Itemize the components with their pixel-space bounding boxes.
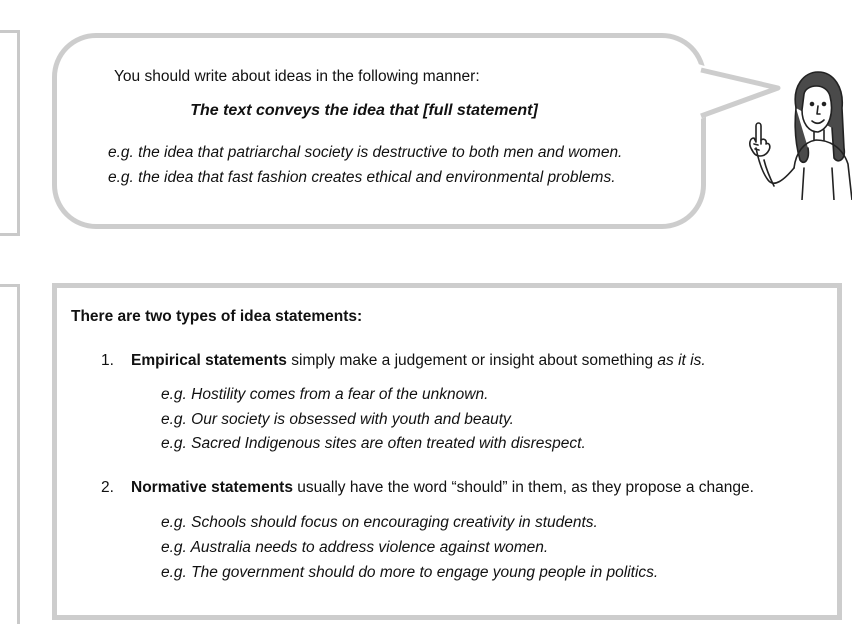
list-example: e.g. Schools should focus on encouraging creativity in students. [161,514,598,531]
normative-description: usually have the word “should” in them, as they propose a change. [292,479,754,496]
list-item-number: 2. [101,479,114,496]
list-example: e.g. Hostility comes from a fear of the unknown. [161,386,489,403]
teacher-pointing-illustration [734,68,852,200]
empirical-emphasis: as it is. [657,352,706,369]
statements-heading: There are two types of idea statements: [71,308,363,325]
bubble-intro-text: You should write about ideas in the following manner: [114,68,480,85]
empirical-description: simply make a judgement or insight about something [286,352,658,369]
side-tab-bottom [0,284,20,624]
list-example: e.g. Sacred Indigenous sites are often treated with disrespect. [161,435,586,452]
list-example: e.g. Australia needs to address violence against women. [161,539,549,556]
idea-formula: The text conveys the idea that [full statement] [190,102,538,119]
list-item-number: 1. [101,352,114,369]
list-item-normative [131,479,754,497]
list-item-empirical [131,352,706,370]
side-tab-top [0,30,20,236]
list-example: e.g. The government should do more to engage young people in politics. [161,564,659,581]
term-normative: Normative statements [131,479,293,496]
list-example: e.g. Our society is obsessed with youth and beauty. [161,411,514,428]
bubble-example: e.g. the idea that patriarchal society is destructive to both men and women. [108,144,623,161]
bubble-example: e.g. the idea that fast fashion creates ethical and environmental problems. [108,169,616,186]
term-empirical: Empirical statements [131,352,287,369]
speech-bubble [52,33,706,229]
